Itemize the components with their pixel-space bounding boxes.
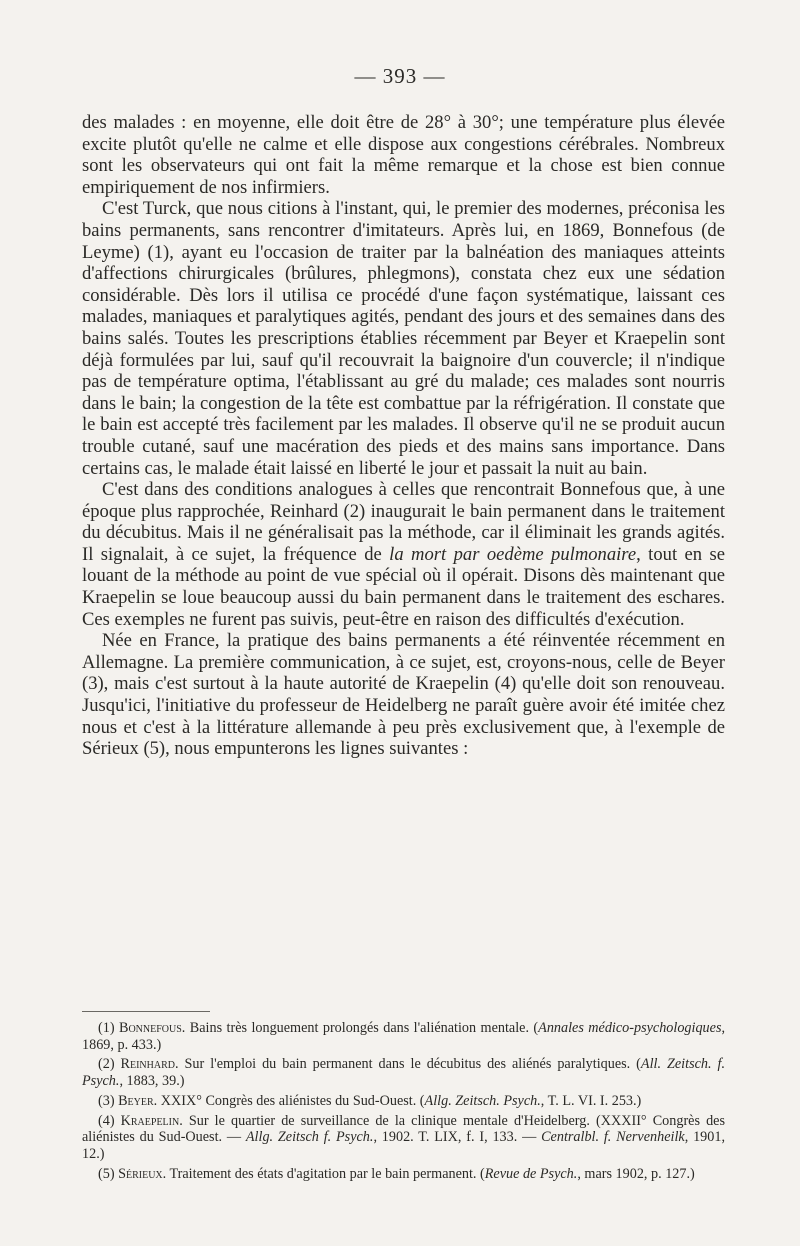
footnote-3-author: Beyer.	[118, 1092, 158, 1109]
footnote-5-rest: , mars 1902, p. 127.)	[577, 1165, 695, 1182]
footnote-2-text: Sur l'emploi du bain permanent dans le décubitus des aliénés paralytiques. (	[178, 1056, 641, 1073]
footnote-4-number: (4)	[98, 1112, 121, 1129]
footnote-4-author: Kraepelin.	[120, 1112, 183, 1129]
footnote-1-journal: Annales médico-psychologiques	[538, 1020, 722, 1036]
footnote-4-journal: Allg. Zeitsch f. Psych.	[245, 1129, 374, 1146]
footnote-4	[82, 1113, 725, 1163]
footnote-4-text: Sur le quartier de surveillance de la clinique mentale d'Heidelberg. (XXXII° Congrès des aliénistes du Sud-Ouest. —	[82, 1112, 725, 1146]
footnote-2	[82, 1056, 725, 1089]
footnote-5-author: Sérieux.	[118, 1165, 167, 1182]
page-number: — 393 —	[354, 64, 446, 88]
footnote-5-number: (5)	[98, 1165, 119, 1182]
footnote-1-rest: , 1869, p. 433.)	[82, 1020, 726, 1053]
footnote-3-number: (3)	[98, 1092, 119, 1109]
footnote-2-author: Reinhard.	[120, 1056, 179, 1073]
footnote-1-text: Bains très longuement prolongés dans l'aliénation mentale. (	[185, 1020, 539, 1036]
footnote-4-mid: , 1902. T. LIX, f. I, 133. —	[373, 1129, 542, 1146]
paragraph-3-italic: la mort par oedème pulmonaire	[389, 543, 637, 565]
footnote-5-journal: Revue de Psych.	[484, 1165, 578, 1182]
paragraph-4: Née en France, la pratique des bains permanents a été réinventée récemment en Allemagne. La première communication, à ce sujet, est, croyons-nous, celle de Beyer (3), mais c'est surtout à la haute autorité de Kraepelin (4) qu'elle doit son renouveau. Jusqu'ici, l'initiative du professeur de Heidelberg ne paraît guère avoir été imitée chez nous et c'est à la littérature allemande à peu près exclusivement que, à l'exemple de Sérieux (5), nous empunterons les lignes suivantes :	[82, 630, 725, 760]
footnote-5	[82, 1166, 725, 1183]
footnote-2-journal: All. Zeitsch. f. Psych.	[82, 1056, 725, 1090]
footnote-1-number: (1)	[98, 1020, 119, 1036]
footnote-3-text: XXIX° Congrès des aliénistes du Sud-Ouest. (	[157, 1092, 425, 1109]
footnote-4-journal-2: Centralbl. f. Nervenheilk	[541, 1129, 685, 1146]
paragraph-3-text-a: C'est dans des conditions analogues à celles que rencontrait Bonnefous que, à une époque plus rapprochée, Reinhard (2) inaugurait le bain permanent dans le traitement du décubitus. Mais il ne généralisait pas la méthode, car il éliminait les grands agités. Il signalait, à ce sujet, la fréquence de	[82, 479, 725, 565]
body-text	[82, 112, 725, 760]
footnote-1-author: Bonnefous.	[118, 1020, 186, 1036]
footnote-separator	[82, 1011, 210, 1012]
footnote-1	[82, 1020, 725, 1053]
paragraph-2: C'est Turck, que nous citions à l'instant, qui, le premier des modernes, préconisa les bains permanents, sans rencontrer d'imitateurs. Après lui, en 1869, Bonnefous (de Leyme) (1), ayant eu l'occasion de traiter par la balnéation des maniaques atteints d'affections chirurgicales (brûlures, phlegmons), constata chez eux une sédation considérable. Dès lors il utilisa ce procédé d'une façon systématique, laissant ces malades, maniaques et paralytiques agités, pendant des jours et des semaines dans des bains salés. Toutes les prescriptions établies récemment par Beyer et Kraepelin sont déjà formulées par lui, sauf qu'il recouvrait la baignoire d'un couvercle; il n'indique pas de température optima, l'établissant au gré du malade; ces malades sont nourris dans le bain; la congestion de la tête est combattue par la réfrigération. Il constate que le bain est accepté très facilement par les malades. Il observe qu'il ne se produit aucun trouble cutané, sauf une macération des pieds et des mains sans importance. Dans certains cas, le malade était laissé en liberté le jour et passait la nuit au bain.	[82, 198, 725, 479]
paragraph-3	[82, 479, 725, 630]
paragraph-3-text-b: , tout en se louant de la méthode au point de vue spécial où il opérait. Disons dès maintenant que Kraepelin se loue beaucoup aussi du bain permanent dans le traitement des eschares. Ces exemples ne furent pas suivis, peut-être en raison des difficultés d'exécution.	[82, 543, 725, 630]
footnote-4-rest: , 1901, 12.)	[82, 1129, 725, 1162]
footnote-3-rest: , T. L. VI. I. 253.)	[540, 1092, 642, 1109]
paragraph-1: des malades : en moyenne, elle doit être de 28° à 30°; une température plus élevée excite plutôt qu'elle ne calme et elle dispose aux congestions cérébrales. Nombreux sont les observateurs qui ont fait la même remarque et la chose est bien connue empiriquement de nos infirmiers.	[82, 112, 725, 198]
footnote-3-journal: Allg. Zeitsch. Psych.	[424, 1092, 541, 1109]
footnotes	[82, 1020, 725, 1185]
footnote-5-text: Traitement des états d'agitation par le bain permanent. (	[166, 1165, 485, 1182]
footnote-3	[82, 1093, 725, 1110]
footnote-2-number: (2)	[98, 1056, 121, 1073]
footnote-2-rest: , 1883, 39.)	[119, 1073, 185, 1090]
